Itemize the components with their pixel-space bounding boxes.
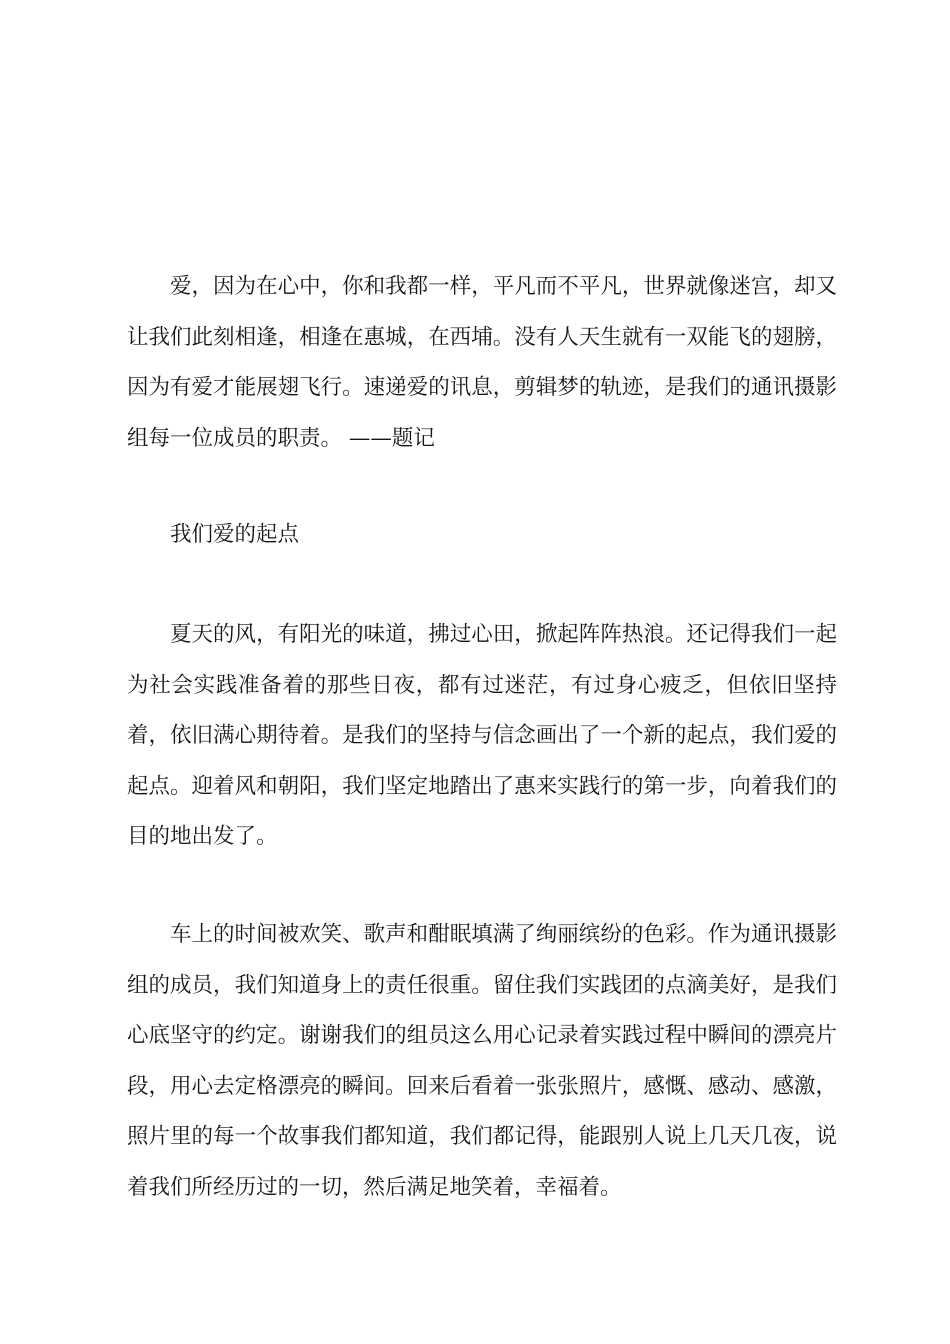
intro-paragraph: 爱，因为在心中，你和我都一样，平凡而不平凡，世界就像迷宫，却又让我们此刻相逢，相逢在惠城，在西埔。没有人天生就有一双能飞的翅膀，因为有爱才能展翅飞行。速递爱的讯息，剪辑梦的轨迹，是我们的通讯摄影组每一位成员的职责。 ——题记 <box>127 274 837 451</box>
section-heading: 我们爱的起点 <box>170 522 300 547</box>
body-paragraph-1: 夏天的风，有阳光的味道，拂过心田，掀起阵阵热浪。还记得我们一起为社会实践准备着的那些日夜，都有过迷茫，有过身心疲乏，但依旧坚持着，依旧满心期待着。是我们的坚持与信念画出了一个新的起点，我们爱的起点。迎着风和朝阳，我们坚定地踏出了惠来实践行的第一步，向着我们的目的地出发了。 <box>127 622 837 849</box>
body-paragraph-2: 车上的时间被欢笑、歌声和酣眠填满了绚丽缤纷的色彩。作为通讯摄影组的成员，我们知道身上的责任很重。留住我们实践团的点滴美好，是我们心底坚守的约定。谢谢我们的组员这么用心记录着实践过程中瞬间的漂亮片段，用心去定格漂亮的瞬间。回来后看着一张张照片，感慨、感动、感激，照片里的每一个故事我们都知道，我们都记得，能跟别人说上几天几夜，说着我们所经历过的一切，然后满足地笑着，幸福着。 <box>127 922 837 1200</box>
